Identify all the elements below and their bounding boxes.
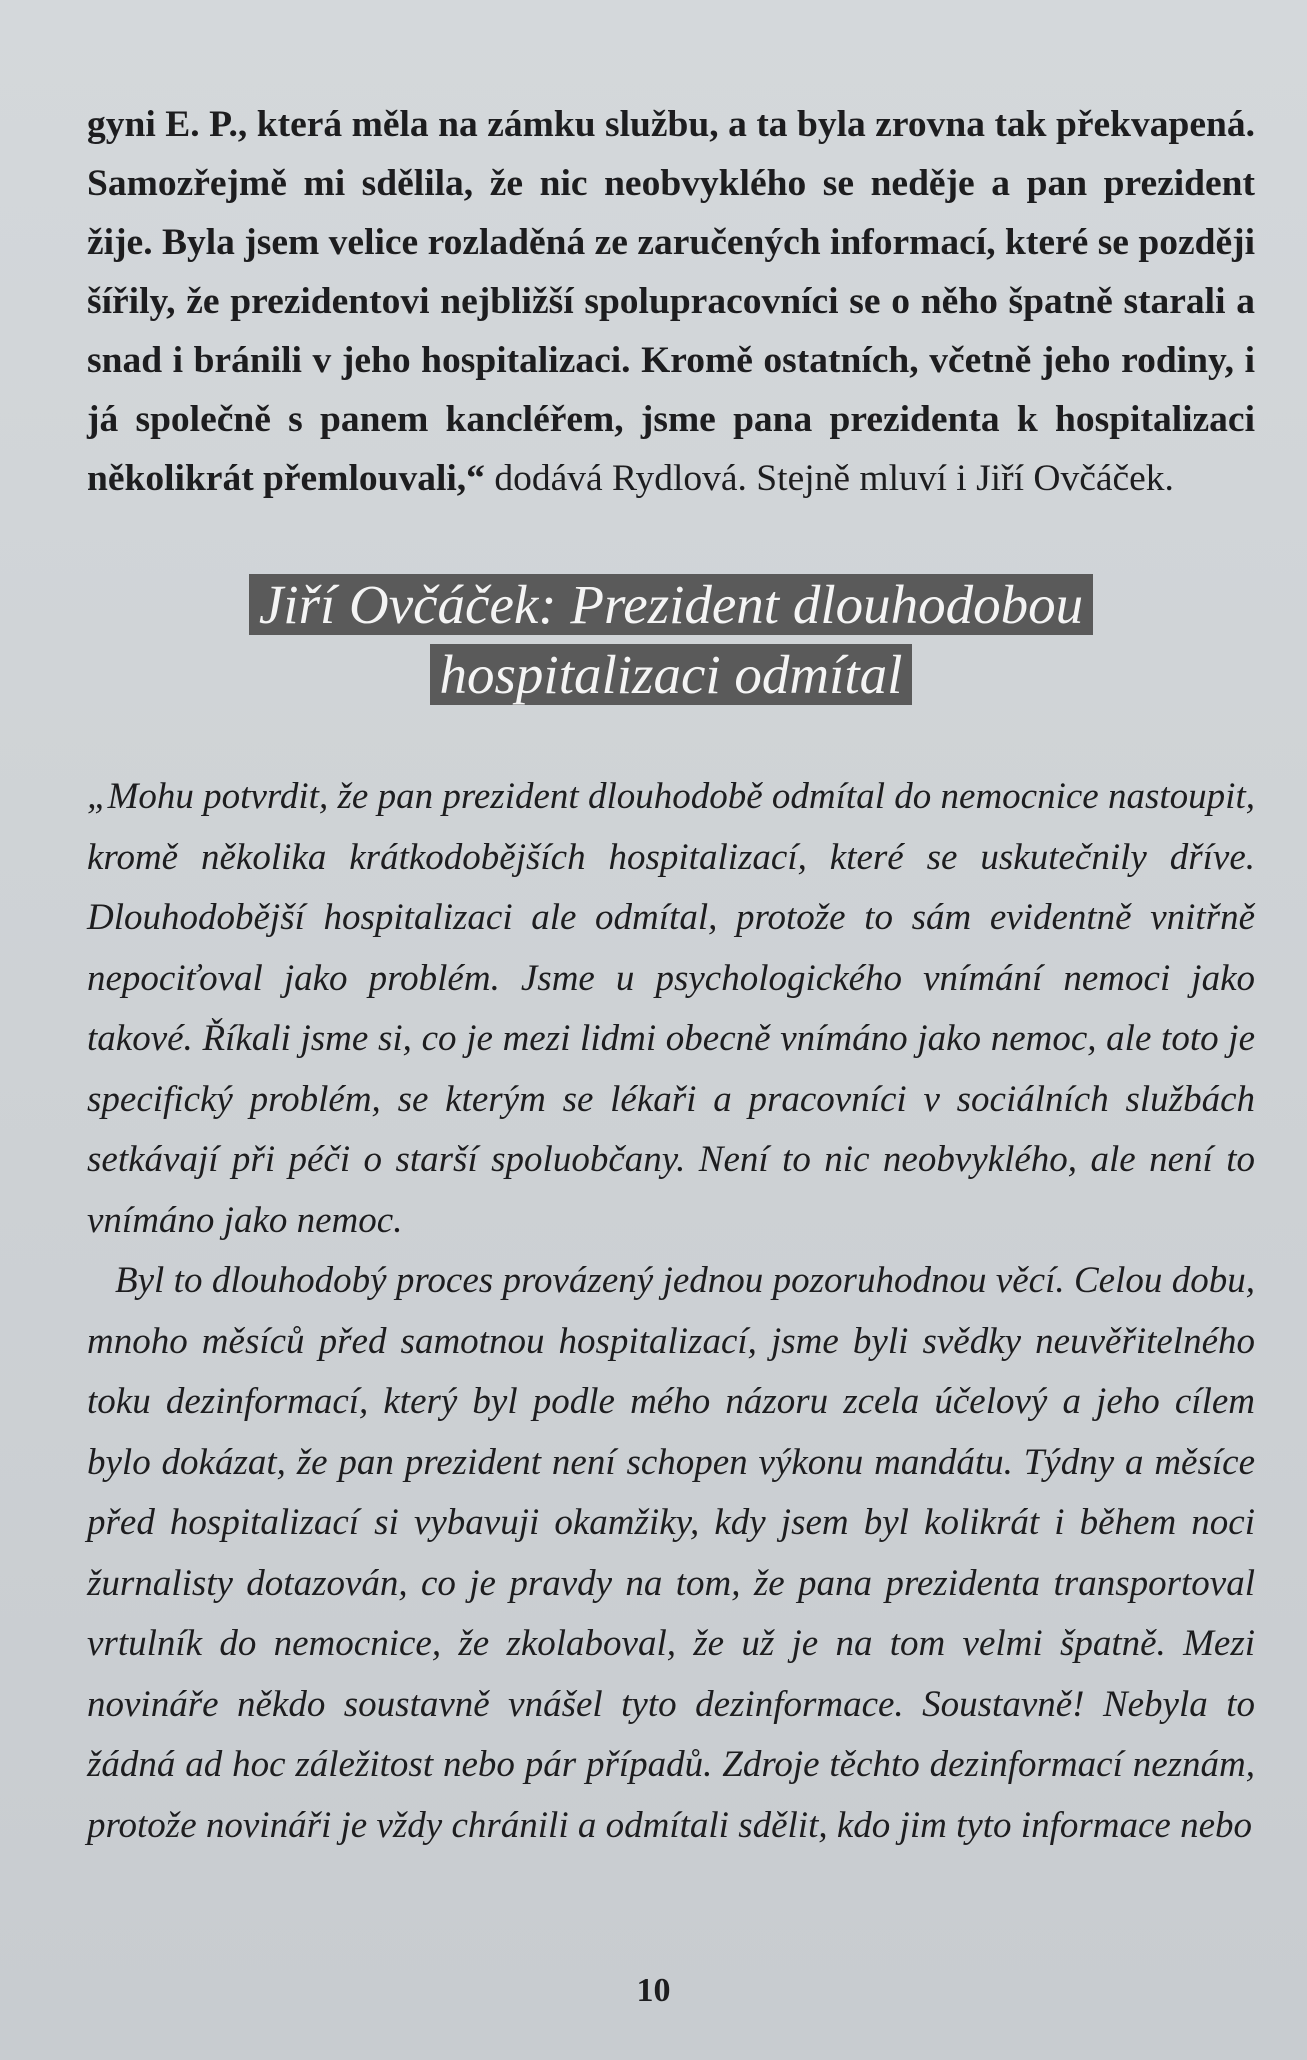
section-heading-line-2: hospitalizaci odmítal xyxy=(430,644,913,705)
page-content xyxy=(87,95,1255,1856)
section-heading xyxy=(87,570,1255,710)
lead-attribution: dodává Rydlová. Stejně mluví i Jiří Ovčáček. xyxy=(484,458,1174,499)
quote-body xyxy=(87,767,1255,1856)
lead-paragraph xyxy=(87,95,1255,508)
quote-paragraph-2: Byl to dlouhodobý proces provázený jednou pozoruhodnou věcí. Celou dobu, mnoho měsíců před samotnou hospitalizací, jsme byli svědky neuvěřitelného toku dezinformací, který byl podle mého názoru zcela účelový a jeho cílem bylo dokázat, že pan prezident není schopen výkonu mandátu. Týdny a měsíce před hospitalizací si vybavuji okamžiky, kdy jsem byl kolikrát i během noci žurnalisty dotazován, co je pravdy na tom, že pana prezidenta transportoval vrtulník do nemocnice, že zkolaboval, že už je na tom velmi špatně. Mezi novináře někdo soustavně vnášel tyto dezinformace. Soustavně! Nebyla to žádná ad hoc záležitost nebo pár případů. Zdroje těchto dezinformací neznám, protože novináři je vždy chránili a odmítali sdělit, kdo jim tyto informace nebo xyxy=(87,1260,1255,1846)
page-number: 10 xyxy=(636,1972,671,2009)
quote-paragraph-1: „Mohu potvrdit, že pan prezident dlouhodobě odmítal do nemocnice nastoupit, kromě několika krátkodobějších hospitalizací, které se uskutečnily dříve. Dlouhodobější hospitalizaci ale odmítal, protože to sám evidentně vnitřně nepociťoval jako problém. Jsme u psychologického vnímání nemoci jako takové. Říkali jsme si, co je mezi lidmi obecně vnímáno jako nemoc, ale toto je specifický problém, se kterým se lékaři a pracovníci v sociálních službách setkávají při péči o starší spoluobčany. Není to nic neobvyklého, ale není to vnímáno jako nemoc. xyxy=(87,776,1255,1241)
section-heading-line-1: Jiří Ovčáček: Prezident dlouhodobou xyxy=(249,574,1093,635)
lead-quote-bold: gyni E. P., která měla na zámku službu, a ta byla zrovna tak překvapená. Samozřejmě mi sdělila, že nic neobvyklého se neděje a pan prezident žije. Byla jsem velice rozladěná ze zaručených informací, které se později šířily, že prezidentovi nejbližší spolupracovníci se o něho špatně starali a snad i bránili v jeho hospitalizaci. Kromě ostatních, včetně jeho rodiny, i já společně s panem kancléřem, jsme pana prezidenta k hospitalizaci několikrát přemlouvali,“ xyxy=(87,104,1255,499)
